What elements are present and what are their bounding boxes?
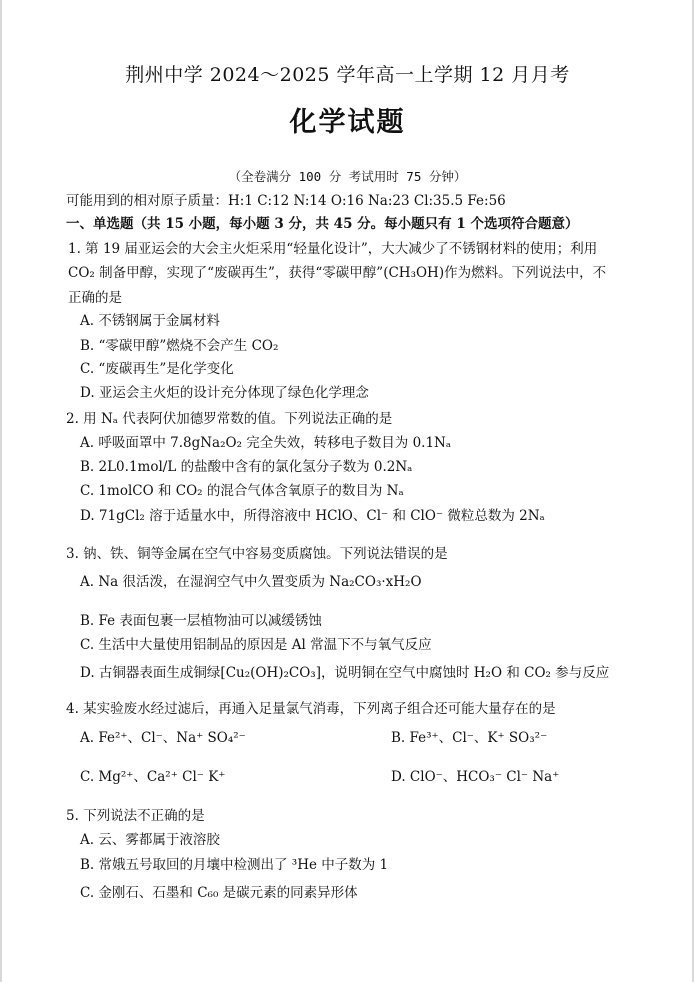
q4-option-c: C. Mg²⁺、Ca²⁺ Cl⁻ K⁺ [80, 769, 226, 785]
section-heading: 一、单选题（共 15 小题，每小题 3 分，共 45 分。每小题只有 1 个选项符合题意） [66, 216, 579, 232]
q1-stem-line-3: 正确的是 [68, 290, 122, 306]
q4-stem: 4. 某实验废水经过滤后，再通入足量氯气消毒，下列离子组合还可能大量存在的是 [66, 701, 556, 717]
q1-option-d: D. 亚运会主火炬的设计充分体现了绿色化学理念 [80, 385, 369, 401]
page-right-edge [692, 0, 694, 982]
q1-option-c: C. “废碳再生”是化学变化 [80, 361, 234, 377]
q1-stem-line-2: CO₂ 制备甲醇，实现了“废碳再生”，获得“零碳甲醇”(CH₃OH)作为燃料。下列说法中，不 [68, 265, 607, 281]
page-left-edge [0, 0, 2, 982]
q4-option-a: A. Fe²⁺、Cl⁻、Na⁺ SO₄²⁻ [80, 730, 246, 746]
q3-option-c: C. 生活中大量使用铝制品的原因是 Al 常温下不与氧气反应 [80, 637, 432, 653]
subject-title: 化学试题 [289, 107, 406, 138]
school-title: 荆州中学 2024～2025 学年高一上学期 12 月月考 [125, 64, 570, 86]
atomic-masses: 可能用到的相对原子质量：H:1 C:12 N:14 O:16 Na:23 Cl:35.5 Fe:56 [66, 193, 506, 209]
q2-option-a: A. 呼吸面罩中 7.8gNa₂O₂ 完全失效，转移电子数目为 0.1Nₐ [80, 435, 452, 451]
q3-option-b: B. Fe 表面包裹一层植物油可以减缓锈蚀 [80, 613, 322, 629]
q2-option-d: D. 71gCl₂ 溶于适量水中，所得溶液中 HClO、Cl⁻ 和 ClO⁻ 微粒总数为 2Nₐ [80, 508, 545, 524]
q4-option-b: B. Fe³⁺、Cl⁻、K⁺ SO₃²⁻ [391, 730, 548, 746]
q4-option-d: D. ClO⁻、HCO₃⁻ Cl⁻ Na⁺ [391, 769, 560, 785]
q5-option-a: A. 云、雾都属于液溶胶 [80, 832, 220, 848]
q5-option-b: B. 常娥五号取回的月壤中检测出了 ³He 中子数为 1 [80, 857, 389, 873]
q5-stem: 5. 下列说法不正确的是 [66, 808, 205, 824]
q1-option-b: B. “零碳甲醇”燃烧不会产生 CO₂ [80, 338, 279, 354]
q3-option-d: D. 古铜器表面生成铜绿[Cu₂(OH)₂CO₃]，说明铜在空气中腐蚀时 H₂O 和 CO₂ 参与反应 [80, 665, 610, 681]
exam-note: （全卷满分 100 分 考试用时 75 分钟） [228, 169, 467, 184]
q3-stem: 3. 钠、铁、铜等金属在空气中容易变质腐蚀。下列说法错误的是 [66, 546, 448, 562]
q2-option-c: C. 1molCO 和 CO₂ 的混合气体含氧原子的数目为 Nₐ [80, 483, 404, 499]
q2-option-b: B. 2L0.1mol/L 的盐酸中含有的氯化氢分子数为 0.2Nₐ [80, 459, 413, 475]
q1-option-a: A. 不锈钢属于金属材料 [80, 313, 220, 329]
q1-stem-line-1: 1. 第 19 届亚运会的大会主火炬采用“轻量化设计”，大大减少了不锈钢材料的使用；利用 [68, 241, 598, 257]
q3-option-a: A. Na 很活泼，在湿润空气中久置变质为 Na₂CO₃·xH₂O [80, 574, 422, 590]
q2-stem: 2. 用 Nₐ 代表阿伏加德罗常数的值。下列说法正确的是 [66, 411, 393, 427]
q5-option-c: C. 金刚石、石墨和 C₆₀ 是碳元素的同素异形体 [80, 885, 358, 901]
